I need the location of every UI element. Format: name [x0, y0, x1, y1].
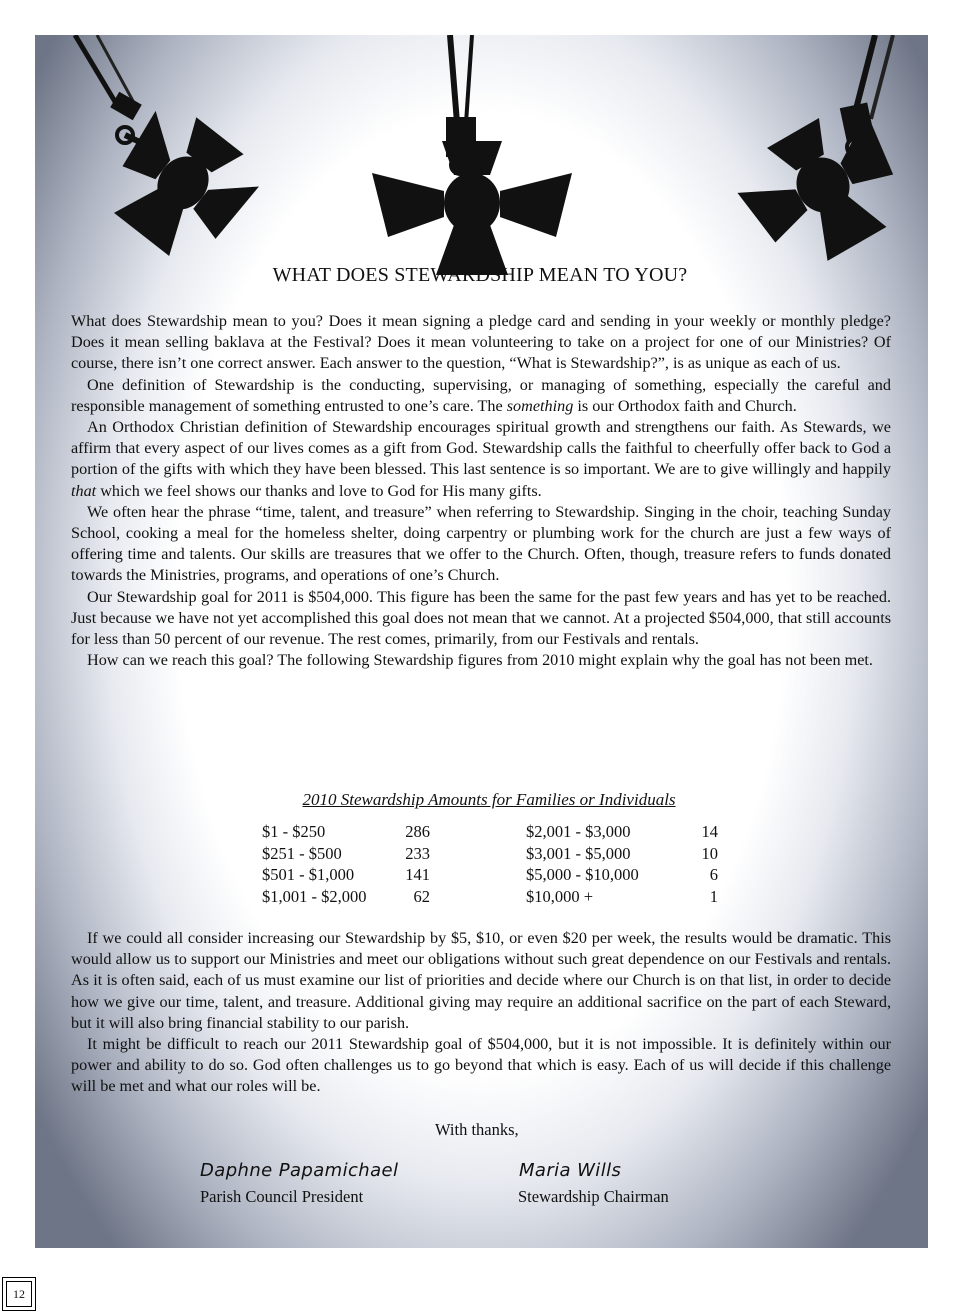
count-cell: 233 [405, 843, 430, 863]
count-cell: 1 [709, 886, 718, 906]
count-cell: 286 [405, 822, 430, 841]
table-title: 2010 Stewardship Amounts for Families or Individuals [302, 790, 676, 809]
table-row [262, 864, 722, 886]
range-cell: $251 - $500 [262, 843, 342, 863]
count-cell: 14 [701, 822, 718, 841]
count-cell: 141 [405, 865, 430, 884]
page-number: 12 [6, 1281, 32, 1307]
page-number-box [2, 1277, 36, 1311]
paragraph-definition: One definition of Stewardship is the conducting, supervising, or managing of something, especially the careful and responsible management of something entrusted to one’s care. The something is our Orthodox faith and Church. [71, 375, 891, 415]
with-thanks: With thanks, [435, 1120, 519, 1139]
role-president: Parish Council President [200, 1187, 364, 1206]
range-cell: $501 - $1,000 [262, 865, 355, 884]
paragraph-goal: Our Stewardship goal for 2011 is $504,000. This figure has been the same for the past few years and has yet to be reached. Just because we have not yet accomplished this goal does not mean that we cannot. At a projected $504,000, that still accounts for less than 50 percent of our revenue. The rest comes, primarily, from our Festivals and rentals. [71, 587, 891, 649]
spotlight-center-icon [360, 35, 590, 275]
range-cell: $1,001 - $2,000 [262, 886, 367, 906]
spotlight-left-icon [55, 35, 285, 265]
signature-chairman: Maria Wills [519, 1160, 622, 1181]
table-row [262, 843, 722, 865]
table-row [262, 886, 722, 908]
count-cell: 62 [413, 886, 430, 906]
paragraph-intro: What does Stewardship mean to you? Does it mean signing a pledge card and sending in your weekly or monthly pledge? Does it mean selling baklava at the Festival? Does it mean volunteering to take on a project for one of our Ministries? Of course, there isn’t one correct answer. Each answer to the question, “What is Stewardship?”, is as unique as each of us. [71, 312, 891, 373]
range-cell: $1 - $250 [262, 822, 326, 841]
range-cell: $3,001 - $5,000 [526, 843, 631, 863]
page-title: WHAT DOES STEWARDSHIP MEAN TO YOU? [272, 264, 688, 286]
article-body [71, 311, 891, 671]
paragraph-increase: If we could all consider increasing our Stewardship by $5, $10, or even $20 per week, the results would be dramatic. This would allow us to support our Ministries and meet our obligations without such great dependence on our Festivals and rentals. As it is often said, each of us must examine our list of priorities and decide where our Church is on that list, in order to decide how we give our time, talent, and treasure. Additional giving may require an additional sacrifice on the part of each Steward, but it will also bring financial stability to our parish. [71, 929, 891, 1032]
paragraph-time-talent-treasure: We often hear the phrase “time, talent, and treasure” when referring to Stewardship. Singing in the choir, teaching Sunday School, cooking a meal for the homeless shelter, doing carpentry or plumbing work for the church are just a few ways of offering time and talents. Our skills are treasures that we offer to the Church. Often, though, treasure refers to funds donated towards the Ministries, programs, and operations of one’s Church. [71, 502, 891, 585]
range-cell: $5,000 - $10,000 [526, 865, 639, 884]
spotlight-right-icon [685, 35, 928, 265]
range-cell: $10,000 + [526, 886, 594, 906]
paragraph-orthodox-definition: An Orthodox Christian definition of Stewardship encourages spiritual growth and strengthens our faith. As Stewards, we affirm that every aspect of our lives comes as a gift from God. Stewardship calls the faithful to cheerfully offer back to God a portion of the gifts with which they have been blessed. This last sentence is so important. We are to give willingly and happily that which we feel shows our thanks and love to God for His many gifts. [71, 418, 891, 500]
signature-president: Daphne Papamichael [200, 1160, 399, 1181]
paragraph-challenge: It might be difficult to reach our 2011 Stewardship goal of $504,000, but it is not impossible. It is definitely within our power and ability to do so. God often challenges us to go beyond that which is easy. Each of us will decide if this challenge will be met and what our roles will be. [71, 1035, 891, 1096]
closing-text [71, 928, 891, 1098]
count-cell: 10 [701, 843, 718, 863]
range-cell: $2,001 - $3,000 [526, 822, 631, 841]
count-cell: 6 [709, 865, 718, 884]
emphasis-something: something [506, 396, 574, 415]
role-chairman: Stewardship Chairman [518, 1187, 669, 1206]
emphasis-that: that [71, 481, 97, 500]
paragraph-question: How can we reach this goal? The following Stewardship figures from 2010 might explain why the goal has not been met. [87, 651, 873, 670]
table-row [262, 821, 722, 843]
stewardship-amounts-table [262, 821, 722, 907]
